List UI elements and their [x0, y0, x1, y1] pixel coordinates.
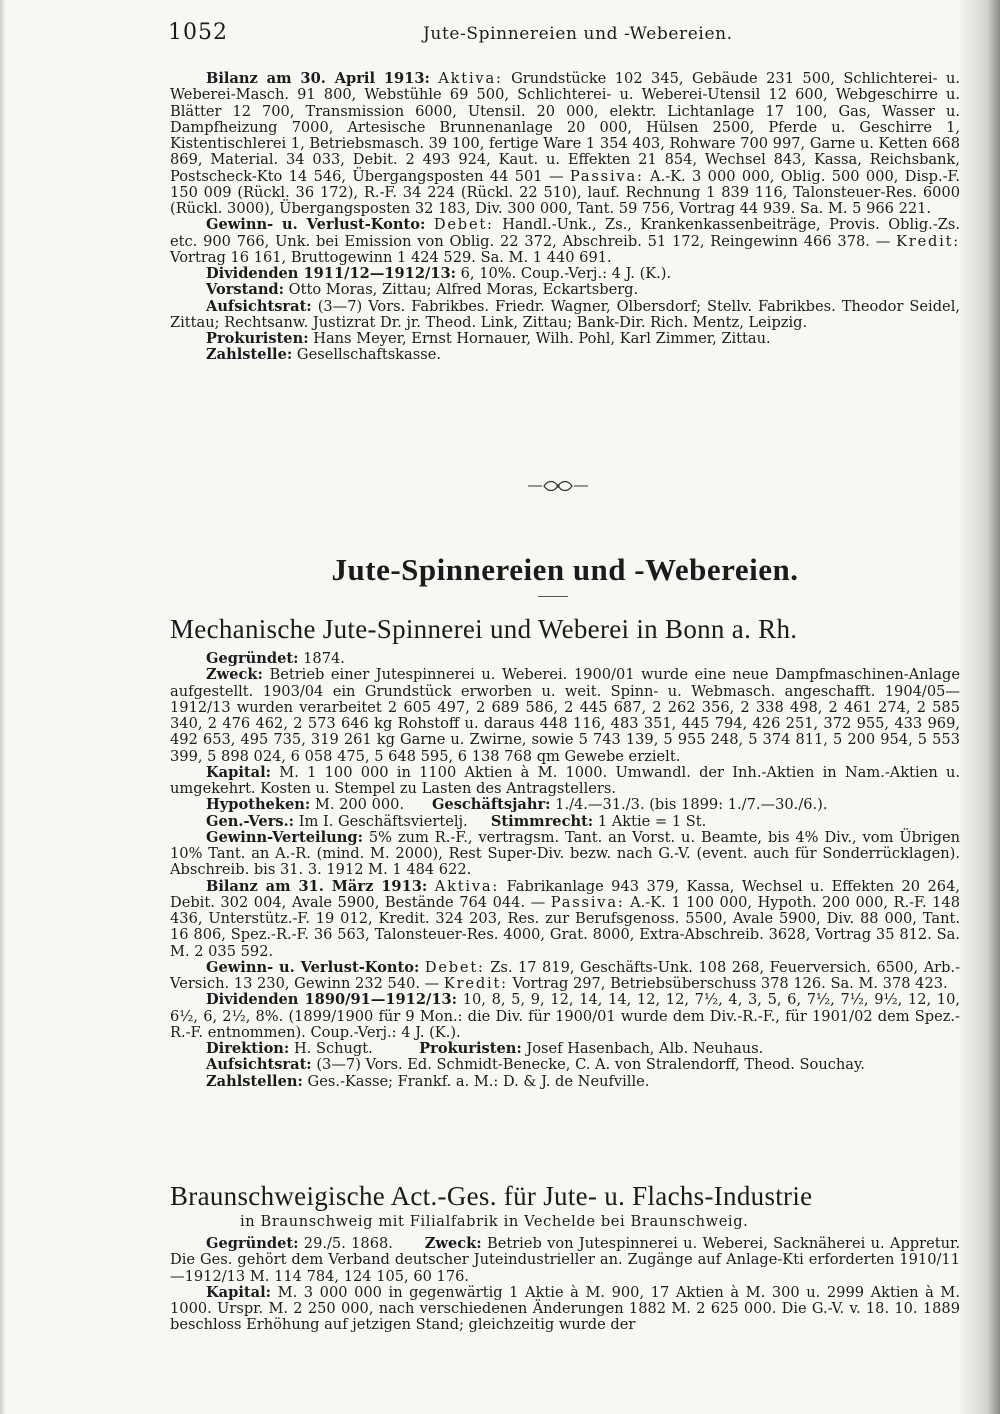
hypotheken-text: M. 200 000. — [314, 796, 405, 814]
gegruendet-entry — [170, 651, 960, 667]
previous-company-continuation — [170, 71, 960, 364]
gewinn-verteilung-label: Gewinn-Verteilung: — [206, 828, 363, 846]
aufsichtsrat-label: Aufsichtsrat: — [206, 1056, 312, 1074]
stimmrecht-label: Stimmrecht: — [490, 812, 594, 830]
vorstand-text: Otto Moras, Zittau; Alfred Moras, Eckartsberg. — [288, 281, 639, 299]
gegruendet-text: 29./5. 1868. — [303, 1235, 393, 1252]
passiva-label: Passiva: — [569, 167, 644, 185]
company-title-bonn: Mechanische Jute-Spinnerei und Weberei in Bonn a. Rh. — [170, 614, 798, 644]
zahlstellen-label: Zahlstellen: — [206, 1072, 303, 1090]
gen-vers-label: Gen.-Vers.: — [206, 812, 295, 830]
debet-label: Debet: — [424, 958, 485, 976]
direktion-text: H. Schugt. — [293, 1040, 373, 1057]
dividenden-entry — [170, 266, 960, 282]
company-entry-bonn — [170, 651, 960, 1090]
kredit-label: Kredit: — [896, 232, 961, 250]
stimmrecht-text: 1 Aktie = 1 St. — [597, 812, 707, 830]
debet-text: Zs. 17 819, Geschäfts-Unk. 108 268, Feuerversich. 6500, Arb.-Versich. 13 230, Gewinn 232 540. — — [170, 958, 961, 992]
dividenden-label: Dividenden 1911/12—1912/13: — [206, 265, 456, 282]
title-rule — [538, 596, 568, 597]
section-title: Jute-Spinnereien und -Webereien. — [331, 552, 799, 587]
aufsichtsrat-text: (3—7) Vors. Fabrikbes. Friedr. Wagner, Olbersdorf; Stellv. Fabrikbes. Theodor Seidel, Zittau; Rechtsanw. Justizrat Dr. jr. Theod. Link, Zittau; Bank-Dir. Rich. Mentz, Leipzig. — [170, 297, 960, 331]
passiva-label: Passiva: — [550, 893, 625, 911]
kapital-entry — [170, 765, 960, 798]
zahlstelle-label: Zahlstelle: — [206, 346, 293, 364]
kapital-text: M. 1 100 000 in 1100 Aktien à M. 1000. Umwandl. der Inh.-Aktien in Nam.-Aktien u. umgekehrt. Kosten u. Stempel zu Lasten des Antragstellers. — [170, 763, 961, 797]
zweck-text: Betrieb von Jutespinnerei u. Weberei, Sacknäherei u. Appretur. Die Ges. gehört dem Verband deutscher Juteindustrieller an. Zugänge auf Anlage-Kti erforderten 1910/11—1912/13 M. 114 784, 124 105, 60 176. — [170, 1235, 961, 1285]
aktiva-label: Aktiva: — [434, 877, 500, 895]
gegruendet-text: 1874. — [303, 650, 345, 667]
gewinn-verteilung-text: 5% zum R.-F., vertragsm. Tant. an Vorst. u. Beamte, bis 4% Div., vom Übrigen 10% Tant. an A.-R. (mind. M. 2000), Rest Super-Div. bezw. nach G.-V. (event. auch für Sonderrücklagen). Abschreib. bis 31. 3. 1912 M. 1 484 622. — [170, 828, 960, 879]
gewinn-label: Gewinn- u. Verlust-Konto: — [206, 958, 420, 976]
zahlstellen-text: Ges.-Kasse; Frankf. a. M.: D. & J. de Neufville. — [307, 1072, 650, 1090]
kapital-label: Kapital: — [206, 763, 272, 781]
dividenden-text: 10, 8, 5, 9, 12, 14, 14, 12, 12, 7½, 4, 3, 5, 6, 7½, 7½, 9½, 12, 10, 6½, 6, 2½, 8%. (1899/1900 für 9 Mon.: die Div. für 1900/01 wurde dem Div.-R.-F., für 1901/02 dem Spez.-R.-F. entnommen). Coup.-Verj.: 4 J. (K.). — [170, 991, 961, 1041]
zweck-label: Zweck: — [424, 1235, 482, 1252]
hypotheken-label: Hypotheken: — [206, 796, 311, 814]
direktion-entry — [170, 1041, 960, 1057]
bilanz-entry — [170, 71, 960, 217]
aktiva-label: Aktiva: — [438, 70, 503, 87]
gegruendet-entry — [170, 1236, 960, 1285]
running-title: Jute-Spinnereien und -Webereien. — [423, 24, 733, 44]
geschaeftsjahr-text: 1./4.—31./3. (bis 1899: 1./7.—30./6.). — [555, 796, 828, 814]
vorstand-label: Vorstand: — [206, 281, 285, 299]
company-entry-braunschweig — [170, 1236, 960, 1334]
hypotheken-entry — [170, 797, 960, 813]
kapital-entry — [170, 1285, 960, 1334]
kredit-label: Kredit: — [443, 975, 508, 992]
bilanz-label: Bilanz am 31. März 1913: — [206, 877, 428, 895]
prokuristen-label: Prokuristen: — [419, 1040, 522, 1057]
prokuristen-entry — [170, 331, 960, 347]
direktion-label: Direktion: — [206, 1040, 290, 1057]
zahlstellen-entry — [170, 1074, 960, 1090]
gewinn-entry — [170, 217, 960, 266]
geschaeftsjahr-label: Geschäftsjahr: — [431, 796, 551, 814]
aufsichtsrat-entry — [170, 299, 960, 332]
section-ornament-icon — [526, 479, 590, 493]
book-gutter-shadow — [958, 0, 1000, 1414]
aktiva-text: Fabrikanlage 943 379, Kassa, Wechsel u. Effekten 20 264, Debit. 302 004, Avale 5900, Bestände 764 044. — — [170, 877, 961, 911]
gegruendet-label: Gegründet: — [206, 650, 299, 667]
page-header — [168, 20, 958, 54]
page-number: 1052 — [168, 20, 228, 45]
dividenden-text: 6, 10%. Coup.-Verj.: 4 J. (K.). — [460, 265, 672, 282]
zahlstelle-text: Gesellschaftskasse. — [296, 346, 441, 364]
gen-vers-text: Im I. Geschäftsviertelj. — [298, 812, 468, 830]
company-subtitle-braunschweig: in Braunschweig mit Filialfabrik in Vechelde bei Braunschweig. — [240, 1213, 749, 1230]
gewinn-verteilung-entry — [170, 830, 960, 879]
prokuristen-text: Josef Hasenbach, Alb. Neuhaus. — [526, 1040, 764, 1057]
kapital-label: Kapital: — [206, 1283, 272, 1301]
vorstand-entry — [170, 282, 960, 298]
aufsichtsrat-label: Aufsichtsrat: — [206, 297, 312, 315]
zahlstelle-entry — [170, 347, 960, 363]
page-left-edge — [0, 0, 6, 1414]
aufsichtsrat-text: (3—7) Vors. Ed. Schmidt-Benecke, C. A. von Stralendorff, Theod. Souchay. — [316, 1056, 865, 1074]
kredit-text: Vortrag 297, Betriebsüberschuss 378 126. Sa. M. 378 423. — [512, 975, 948, 992]
passiva-text: A.-K. 3 000 000, Oblig. 500 000, Disp.-F. 150 009 (Rückl. 36 172), R.-F. 34 224 (Rückl. 22 510), lauf. Rechnung 1 839 116, Talonsteuer-Res. 6000 (Rückl. 3000), Übergangsposten 32 183, Div. 300 000, Tant. 59 756, Vortrag 44 939. Sa. M. 5 966 221. — [170, 167, 961, 217]
gewinn-entry — [170, 960, 960, 993]
zweck-label: Zweck: — [206, 666, 263, 684]
aktiva-text: Grundstücke 102 345, Gebäude 231 500, Schlichterei- u. Weberei-Masch. 91 800, Webstühle 69 500, Schlichterei- u. Weberei-Utensil 12 600, Webgeschirre u. Blätter 12 700, Transmission 6000, Utensil. 20 000, elektr. Lichtanlage 17 100, Gas, Wasser u. Dampfheizung 7000, Artesische Brunnenanlage 20 000, Hülsen 2500, Pferde u. Geschirre 1, Kistentischlerei 1, Betriebsmasch. 39 100, fertige Ware 1 354 403, Rohware 700 997, Garne u. Ketten 668 869, Material. 34 033, Debit. 2 493 924, Kaut. u. Effekten 21 854, Wechsel 843, Kassa, Reichsbank, Postscheck-Kto 14 546, Übergangsposten 44 501 — — [170, 70, 960, 185]
debet-label: Debet: — [433, 216, 494, 234]
bilanz-label: Bilanz am 30. April 1913: — [206, 70, 430, 87]
debet-text: Handl.-Unk., Zs., Krankenkassenbeiträge, Provis. Oblig.-Zs. etc. 900 766, Unk. bei Emission von Oblig. 22 372, Abschreib. 51 172, Reingewinn 466 378. — — [170, 216, 961, 250]
prokuristen-label: Prokuristen: — [206, 330, 309, 347]
gen-vers-entry — [170, 814, 960, 830]
zweck-entry — [170, 667, 960, 765]
passiva-text: A.-K. 1 100 000, Hypoth. 200 000, R.-F. 148 436, Unterstütz.-F. 19 012, Kredit. 324 203, Res. zur Berufsgenoss. 5500, Avale 5900, Div. 88 000, Tant. 16 806, Spez.-R.-F. 36 563, Talonsteuer-Res. 4000, Grat. 8000, Extra-Abschreib. 3628, Vortrag 35 812. Sa. M. 2 035 592. — [170, 893, 960, 960]
dividenden-entry — [170, 992, 960, 1041]
gegruendet-label: Gegründet: — [206, 1235, 299, 1252]
zweck-text: Betrieb einer Jutespinnerei u. Weberei. 1900/01 wurde eine neue Dampfmaschinen-Anlage aufgestellt. 1903/04 ein Grundstück erworben u. weit. Spinn- u. Webmasch. angeschafft. 1904/05—1912/13 wurden verarbeitet 2 605 497, 2 689 586, 2 445 687, 2 262 356, 2 338 498, 2 461 274, 2 585 340, 2 476 462, 2 573 646 kg Rohstoff u. daraus 448 116, 483 351, 445 794, 426 251, 372 955, 433 969, 492 653, 495 735, 319 261 kg Garne u. Zwirne, sowie 5 743 139, 5 955 248, 5 374 811, 5 200 954, 5 553 399, 5 898 024, 6 058 475, 5 648 595, 6 138 768 qm Gewebe erzielt. — [170, 666, 961, 765]
bilanz-entry — [170, 879, 960, 960]
gewinn-label: Gewinn- u. Verlust-Konto: — [206, 216, 426, 234]
dividenden-label: Dividenden 1890/91—1912/13: — [206, 991, 458, 1009]
kapital-text: M. 3 000 000 in gegenwärtig 1 Aktie à M. 900, 17 Aktien à M. 300 u. 2999 Aktien à M. 1000. Urspr. M. 2 250 000, nach verschiedenen Änderungen 1882 M. 2 625 000. Die G.-V. v. 18. 10. 1889 beschloss Erhöhung auf jetzigen Stand; gleichzeitig wurde der — [170, 1283, 960, 1334]
prokuristen-text: Hans Meyer, Ernst Hornauer, Wilh. Pohl, Karl Zimmer, Zittau. — [313, 330, 771, 347]
aufsichtsrat-entry — [170, 1057, 960, 1073]
kredit-text: Vortrag 16 161, Bruttogewinn 1 424 529. Sa. M. 1 440 691. — [170, 248, 612, 266]
company-title-braunschweig: Braunschweigische Act.-Ges. für Jute- u. Flachs-Industrie — [170, 1181, 813, 1211]
